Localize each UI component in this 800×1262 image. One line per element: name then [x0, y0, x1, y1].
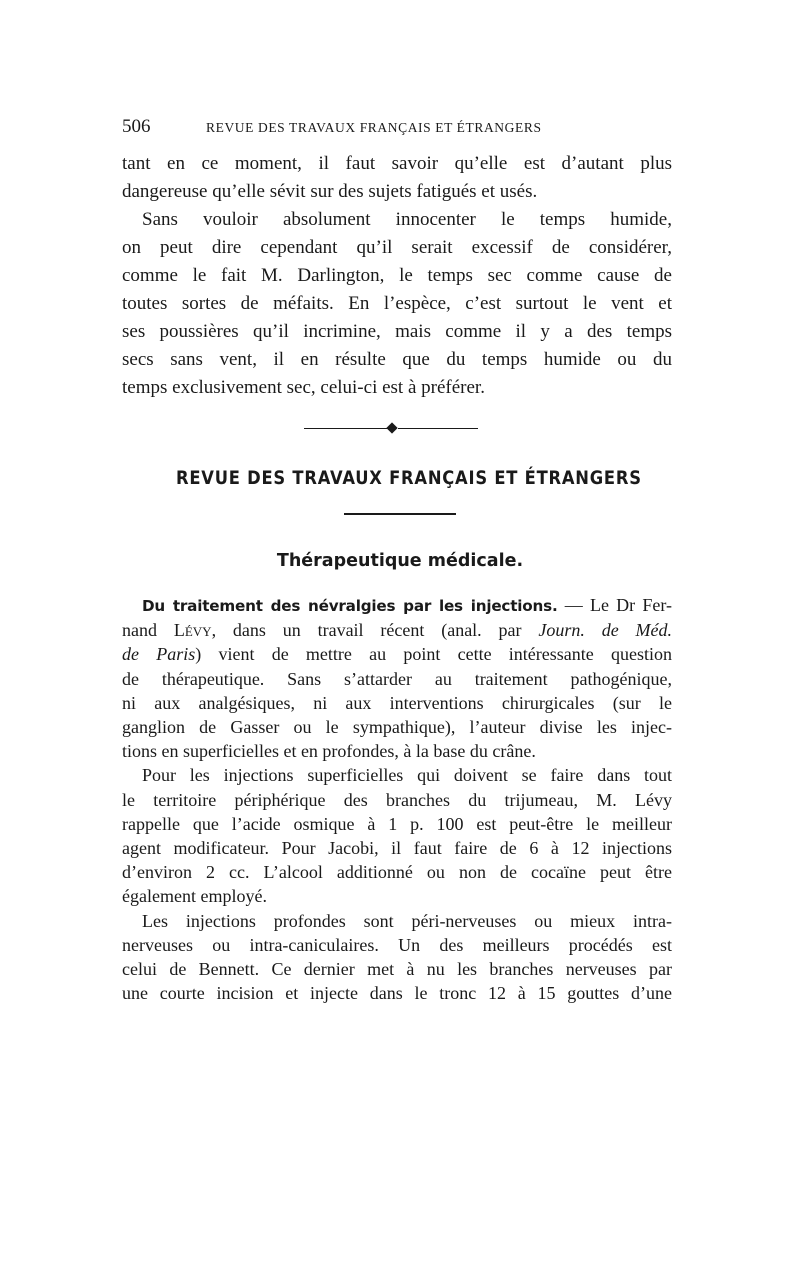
text-line	[122, 593, 672, 618]
text-line	[122, 618, 672, 642]
journal-title: Journ. de Méd.	[538, 620, 673, 641]
running-head: REVUE DES TRAVAUX FRANÇAIS ET ÉTRANGERS	[206, 120, 542, 135]
text-line	[122, 642, 672, 666]
section-divider-ornament	[304, 423, 478, 435]
article-lead-title: Du traitement des névralgies par les injections.	[142, 597, 558, 615]
text-line: d’environ 2 cc. L’alcool additionné ou non de cocaïne peut être	[122, 862, 672, 883]
divider-rule-left	[304, 428, 388, 429]
text-line: temps exclusivement sec, celui-ci est à préférer.	[122, 377, 485, 398]
page-header	[122, 116, 672, 138]
text-line: rappelle que l’acide osmique à 1 p. 100 est peut-être le meilleur	[122, 813, 672, 834]
text-line: Pour les injections superficielles qui doivent se faire dans tout	[142, 765, 672, 786]
text-line: le territoire périphérique des branches du trijumeau, M. Lévy	[122, 789, 672, 810]
diamond-icon	[386, 422, 397, 433]
section-title: REVUE DES TRAVAUX FRANÇAIS ET ÉTRANGERS	[176, 467, 642, 489]
page-number: 506	[122, 116, 151, 137]
text-line: tant en ce moment, il faut savoir qu’elle est d’autant plus	[122, 153, 672, 174]
text-line: ses poussières qu’il incrimine, mais comme il y a des temps	[122, 321, 672, 342]
text-line: toutes sortes de méfaits. En l’espèce, c’est surtout le vent et	[122, 293, 672, 314]
title-underline-rule	[344, 513, 456, 515]
subsection-title: Thérapeutique médicale.	[276, 551, 524, 571]
text-line: tions en superficielles et en profondes, à la base du crâne.	[122, 741, 536, 762]
text-line: ni aux analgésiques, ni aux interventions chirurgicales (sur le	[122, 692, 672, 713]
text-run: nand	[122, 620, 174, 641]
text-line: on peut dire cependant qu’il serait excessif de considérer,	[122, 237, 672, 258]
text-line: également employé.	[122, 886, 267, 907]
text-line: ganglion de Gasser ou le sympathique), l’auteur divise les injec-	[122, 717, 672, 738]
text-run: ) vient de mettre au point cette intéressante question	[195, 644, 672, 665]
text-line: dangereuse qu’elle sévit sur des sujets fatigués et usés.	[122, 181, 538, 202]
text-line: comme le fait M. Darlington, le temps sec comme cause de	[122, 265, 672, 286]
paragraph-darlington	[122, 206, 672, 402]
divider-rule-right	[398, 428, 478, 429]
text-line: Sans vouloir absolument innocenter le temps humide,	[142, 209, 672, 230]
text-line: secs sans vent, il en résulte que du temps humide ou du	[122, 349, 672, 370]
text-line: celui de Bennett. Ce dernier met à nu les branches nerveuses par	[122, 959, 672, 980]
text-run: , dans un travail récent (anal. par	[211, 620, 539, 641]
text-line: agent modificateur. Pour Jacobi, il faut faire de 6 à 12 injections	[122, 838, 672, 859]
intro-paragraph	[122, 150, 672, 206]
text-line: Les injections profondes sont péri-nerveuses ou mieux intra-	[142, 910, 672, 931]
article-body	[122, 593, 672, 1005]
journal-title: de Paris	[122, 644, 196, 665]
text-line: une courte incision et injecte dans le tronc 12 à 15 gouttes d’une	[122, 983, 672, 1004]
author-name: Lévy	[173, 620, 212, 641]
text-line: nerveuses ou intra-caniculaires. Un des meilleurs procédés est	[122, 934, 672, 955]
text-line: de thérapeutique. Sans s’attarder au traitement pathogénique,	[122, 668, 672, 689]
text-run: — Le Dr Fer-	[557, 595, 672, 615]
